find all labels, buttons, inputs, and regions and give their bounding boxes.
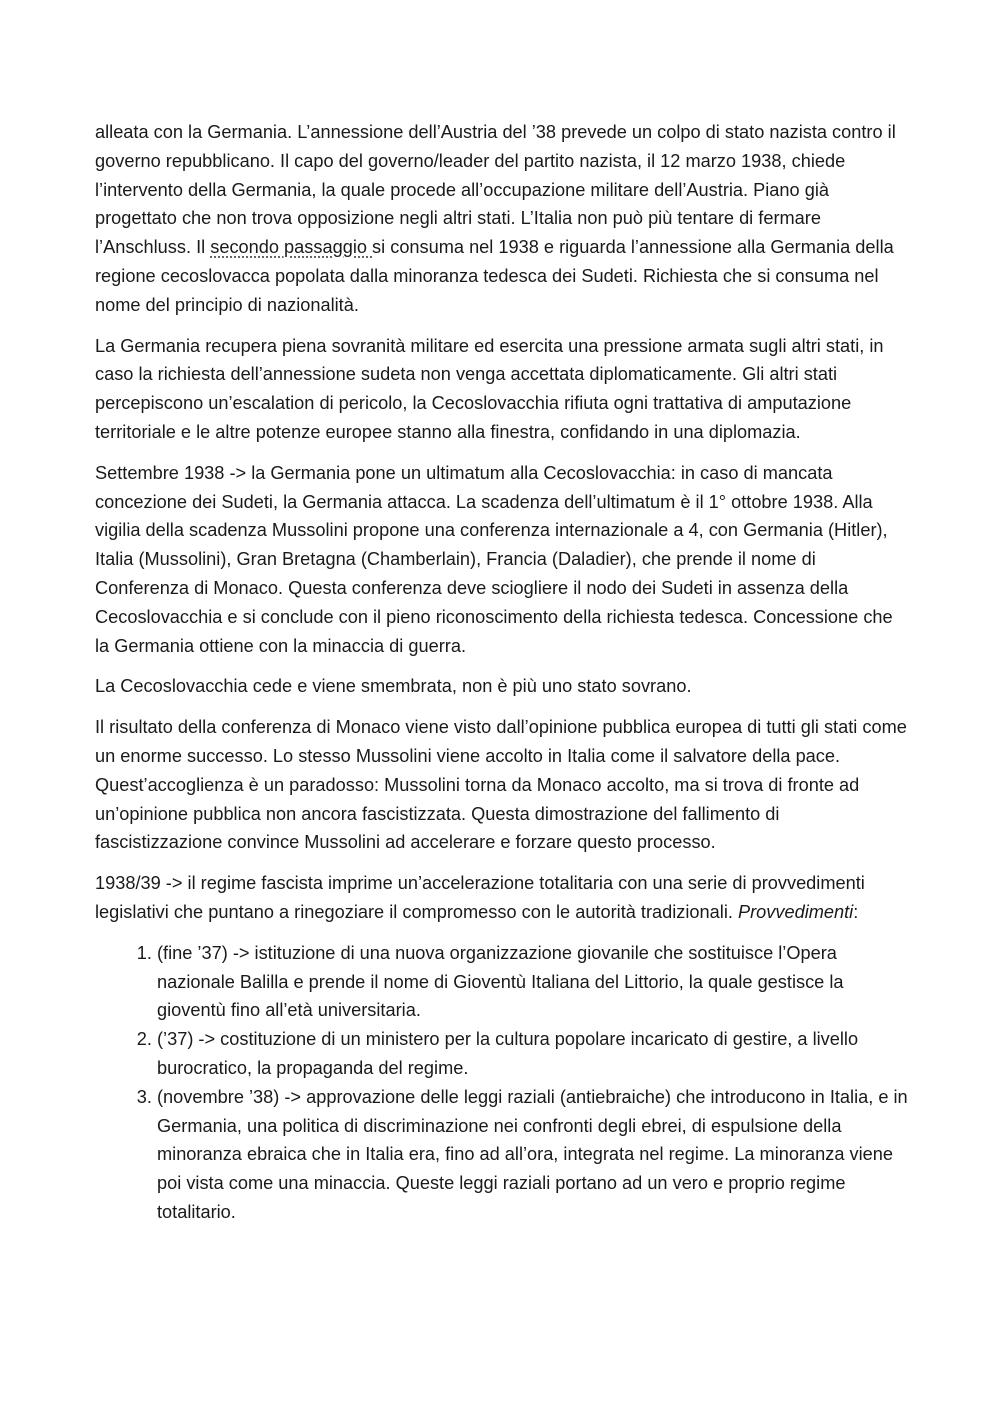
paragraph-ultimatum: Settembre 1938 -> la Germania pone un ultimatum alla Cecoslovacchia: in caso di mancata concezione dei Sudeti, la Germania attacca. La scadenza dell’ultimatum è il 1° ottobre 1938. Alla vigilia della scadenza Mussolini propone una conferenza internazionale a 4, con Germania (Hitler), Italia (Mussolini), Gran Bretagna (Chamberlain), Francia (Daladier), che prende il nome di Conferenza di Monaco. Questa conferenza deve sciogliere il nodo dei Sudeti in assenza della Cecoslovacchia e si conclude con il pieno riconoscimento della richiesta tedesca. Concessione che la Germania ottiene con la minaccia di guerra.: [95, 462, 893, 656]
paragraph-anschluss: [95, 118, 910, 320]
list-item: 2. (’37) -> costituzione di un ministero per la cultura popolare incaricato di gestire, a livello burocratico, la propaganda del regime.: [157, 1025, 910, 1083]
paragraph-czechoslovakia: La Cecoslovacchia cede e viene smembrata, non è più uno stato sovrano.: [95, 676, 692, 697]
paragraph-measures-intro: [95, 869, 910, 927]
paragraph-text: 1938/39 -> il regime fascista imprime un’accelerazione totalitaria con una serie di provvedimenti legislativi che puntano a rinegoziare il compromesso con le autorità tradizionali.: [95, 873, 865, 922]
paragraph-pressure: La Germania recupera piena sovranità militare ed esercita una pressione armata sugli altri stati, in caso la richiesta dell’annessione sudeta non venga accettata diplomaticamente. Gli altri stati percepiscono un’escalation di pericolo, la Cecoslovacchia rifiuta ogni trattativa di amputazione territoriale e le altre potenze europee stanno alla finestra, confidando in una diplomazia.: [95, 335, 884, 442]
paragraph-text: si consuma nel 1938 e riguarda l’annessione alla Germania della regione cecoslovacca popolata dalla minoranza tedesca dei Sudeti. Richiesta che si consuma nel nome del principio di nazionalità.: [95, 237, 894, 315]
underlined-phrase: secondo passaggio: [210, 237, 373, 258]
measures-list: [95, 939, 910, 1227]
paragraph-text: :: [853, 901, 859, 922]
paragraph-munich-result: Il risultato della conferenza di Monaco viene visto dall’opinione pubblica europea di tutti gli stati come un enorme successo. Lo stesso Mussolini viene accolto in Italia come il salvatore della pace. Quest’accoglienza è un paradosso: Mussolini torna da Monaco accolto, ma si trova di fronte ad un’opinione pubblica non ancora fascistizzata. Questa dimostrazione del fallimento di fascistizzazione convince Mussolini ad accelerare e forzare questo processo.: [95, 717, 907, 853]
list-item: 3. (novembre ’38) -> approvazione delle leggi raziali (antiebraiche) che introducono in Italia, e in Germania, una politica di discriminazione nei confronti degli ebrei, di espulsione della minoranza ebraica che in Italia era, fino ad all’ora, integrata nel regime. La minoranza viene poi vista come una minaccia. Queste leggi raziali portano ad un vero e proprio regime totalitario.: [157, 1083, 910, 1227]
paragraph-text: alleata con la Germania. L’annessione dell’Austria del ’38 prevede un colpo di stato nazista contro il governo repubblicano. Il capo del governo/leader del partito nazista, il 12 marzo 1938, chiede l’intervento della Germania, la quale procede all’occupazione militare dell’Austria. Piano già progettato che non trova opposizione negli altri stati. L’Italia non può più tentare di fermare l’Anschluss. Il: [95, 122, 896, 258]
document-page: [95, 118, 910, 1227]
emphasis-text: Provvedimenti: [737, 901, 854, 922]
list-item: 1. (fine ’37) -> istituzione di una nuova organizzazione giovanile che sostituisce l’Opera nazionale Balilla e prende il nome di Gioventù Italiana del Littorio, la quale gestisce la gioventù fino all’età universitaria.: [157, 939, 910, 1025]
